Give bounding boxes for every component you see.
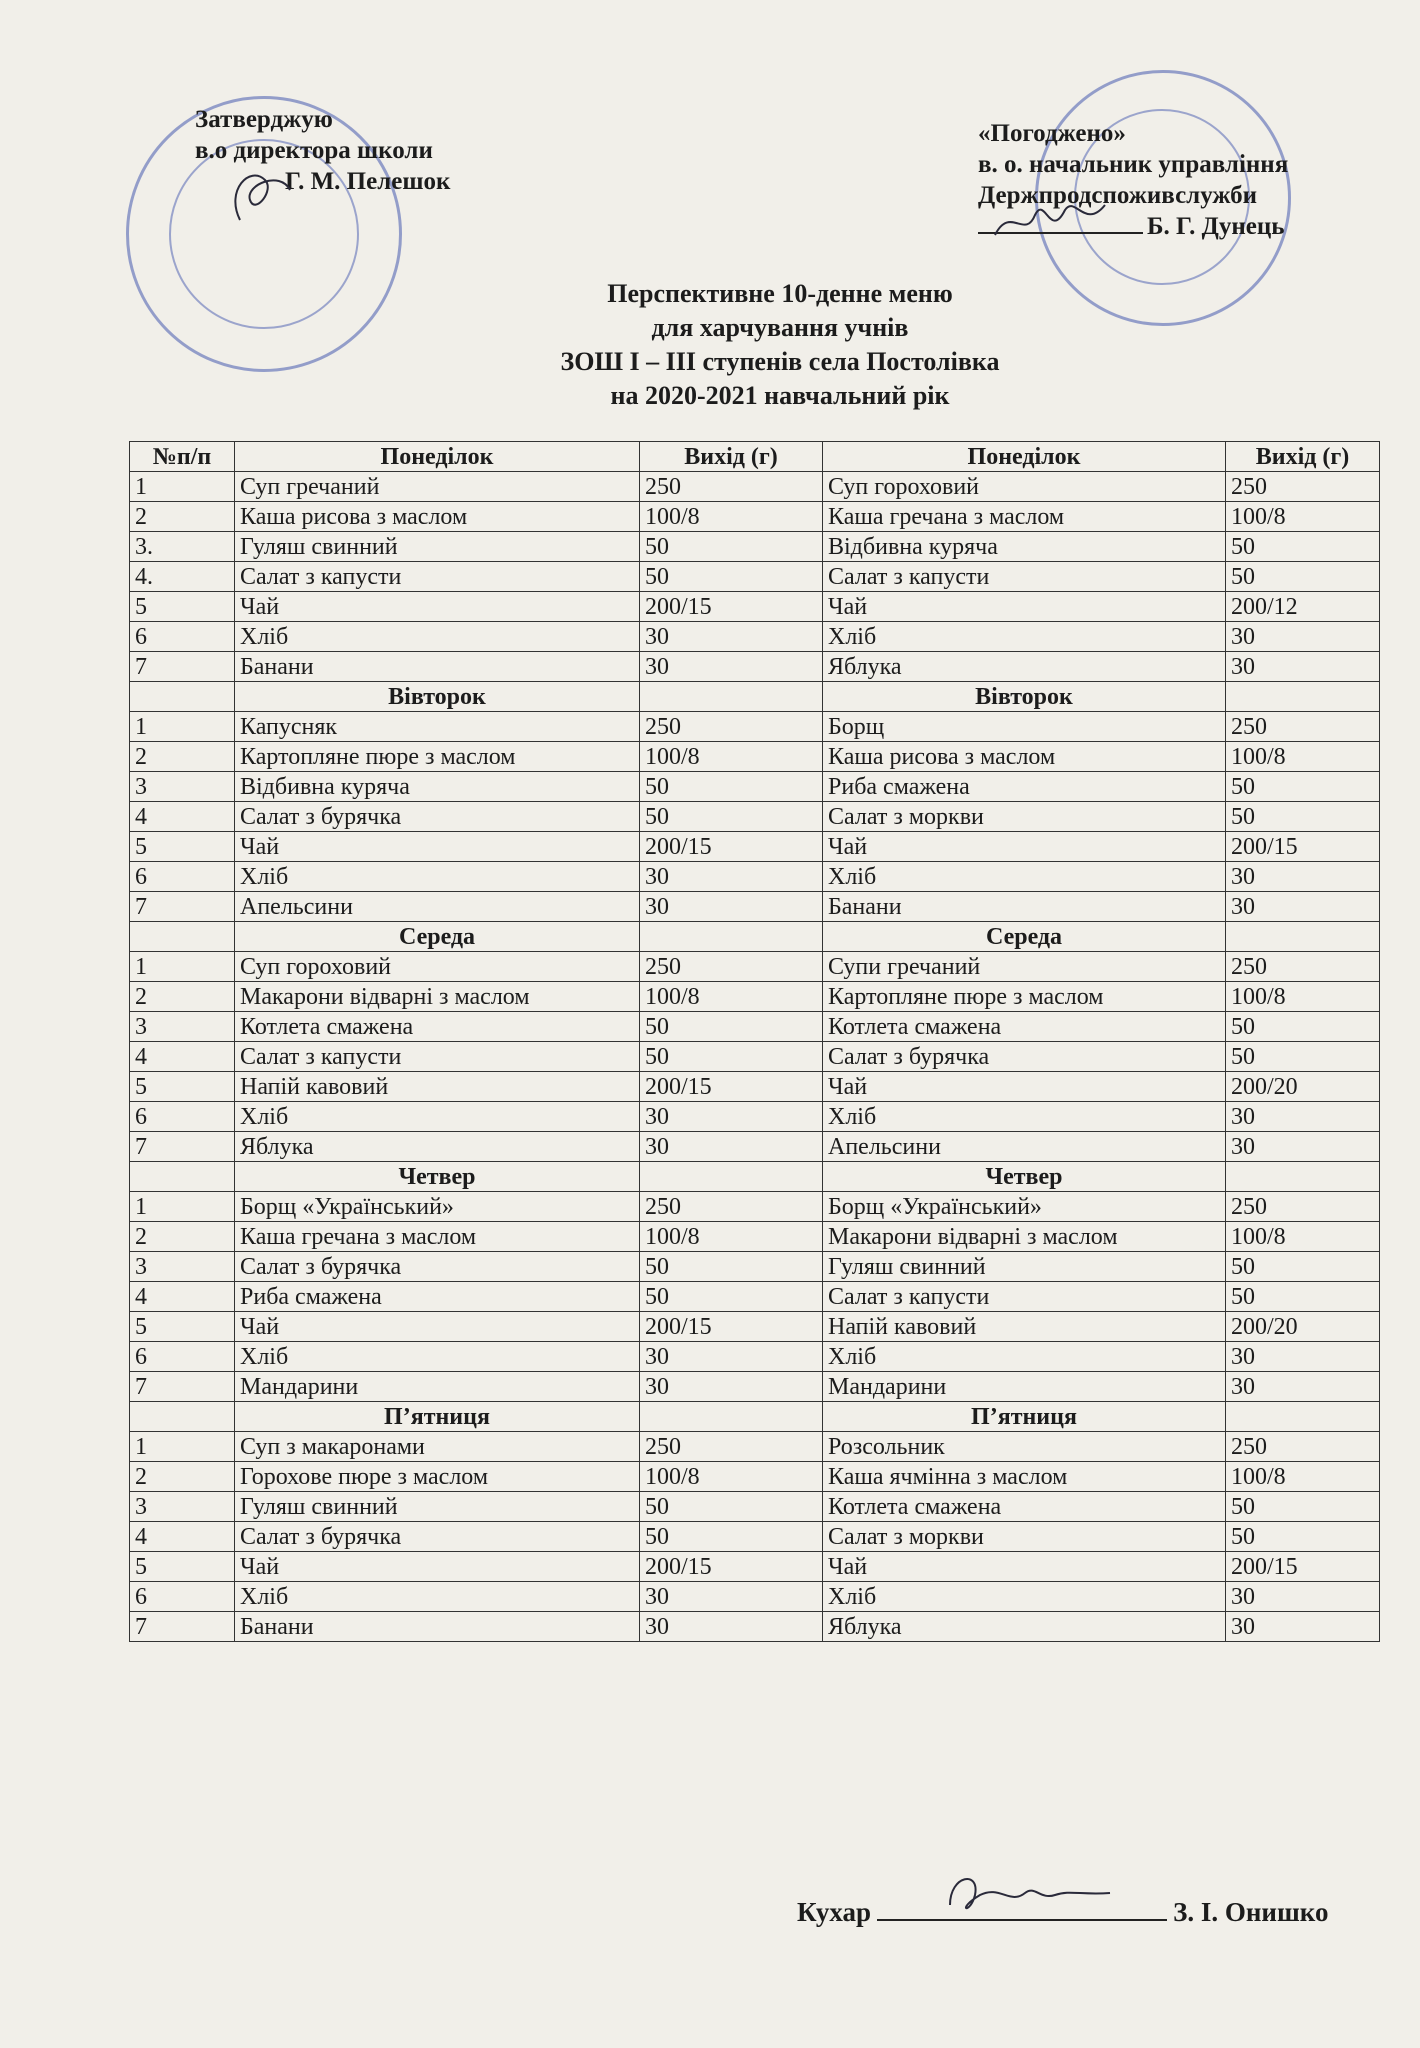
row-number: 6 — [130, 1342, 235, 1372]
empty-cell — [130, 682, 235, 712]
empty-cell — [1226, 1402, 1380, 1432]
day-name-left: П’ятниця — [235, 1402, 640, 1432]
yield-right: 250 — [1226, 1432, 1380, 1462]
dish-left: Банани — [235, 1612, 640, 1642]
dish-right: Суп гороховий — [823, 472, 1226, 502]
yield-right: 30 — [1226, 1132, 1380, 1162]
dish-left: Котлета смажена — [235, 1012, 640, 1042]
dish-left: Макарони відварні з маслом — [235, 982, 640, 1012]
dish-left: Салат з бурячка — [235, 802, 640, 832]
yield-right: 100/8 — [1226, 982, 1380, 1012]
table-row — [130, 622, 1380, 652]
yield-left: 200/15 — [640, 592, 823, 622]
cook-label: Кухар — [797, 1897, 872, 1927]
row-number: 2 — [130, 1462, 235, 1492]
dish-left: Чай — [235, 1312, 640, 1342]
yield-left: 50 — [640, 1522, 823, 1552]
dish-left: Банани — [235, 652, 640, 682]
dish-left: Яблука — [235, 1132, 640, 1162]
dish-right: Апельсини — [823, 1132, 1226, 1162]
table-row — [130, 1552, 1380, 1582]
row-number: 3. — [130, 532, 235, 562]
yield-right: 50 — [1226, 1252, 1380, 1282]
yield-left: 250 — [640, 952, 823, 982]
table-row — [130, 712, 1380, 742]
table-row — [130, 1222, 1380, 1252]
yield-right: 100/8 — [1226, 742, 1380, 772]
dish-left: Гуляш свинний — [235, 1492, 640, 1522]
row-number: 5 — [130, 1552, 235, 1582]
yield-right: 30 — [1226, 1582, 1380, 1612]
empty-cell — [1226, 1162, 1380, 1192]
row-number: 5 — [130, 592, 235, 622]
dish-right: Борщ — [823, 712, 1226, 742]
row-number: 6 — [130, 862, 235, 892]
dish-right: Чай — [823, 592, 1226, 622]
dish-left: Картопляне пюре з маслом — [235, 742, 640, 772]
yield-right: 50 — [1226, 1522, 1380, 1552]
dish-right: Розсольник — [823, 1432, 1226, 1462]
dish-right: Чай — [823, 1552, 1226, 1582]
dish-left: Мандарини — [235, 1372, 640, 1402]
dish-right: Котлета смажена — [823, 1012, 1226, 1042]
row-number: 5 — [130, 832, 235, 862]
approve-heading: Затверджую — [195, 106, 333, 133]
yield-right: 100/8 — [1226, 1222, 1380, 1252]
table-row — [130, 1192, 1380, 1222]
yield-left: 50 — [640, 1012, 823, 1042]
yield-right: 250 — [1226, 712, 1380, 742]
table-row — [130, 742, 1380, 772]
dish-right: Хліб — [823, 1102, 1226, 1132]
yield-left: 250 — [640, 712, 823, 742]
yield-right: 200/20 — [1226, 1072, 1380, 1102]
table-row — [130, 862, 1380, 892]
dish-left: Салат з капусти — [235, 562, 640, 592]
title-line-4: на 2020-2021 навчальний рік — [610, 381, 950, 410]
yield-left: 200/15 — [640, 1072, 823, 1102]
yield-left: 30 — [640, 652, 823, 682]
empty-cell — [1226, 922, 1380, 952]
table-row — [130, 652, 1380, 682]
table-row — [130, 1312, 1380, 1342]
row-number: 2 — [130, 502, 235, 532]
day-header-row — [130, 682, 1380, 712]
row-number: 7 — [130, 892, 235, 922]
yield-right: 50 — [1226, 802, 1380, 832]
row-number: 7 — [130, 1612, 235, 1642]
row-number: 3 — [130, 1492, 235, 1522]
menu-table — [129, 441, 1380, 1642]
yield-left: 100/8 — [640, 502, 823, 532]
row-number: 4 — [130, 1042, 235, 1072]
agree-name: Б. Г. Дунець — [1147, 213, 1285, 240]
dish-right: Яблука — [823, 652, 1226, 682]
dish-right: Салат з бурячка — [823, 1042, 1226, 1072]
row-number: 3 — [130, 1012, 235, 1042]
table-row — [130, 1612, 1380, 1642]
table-row — [130, 772, 1380, 802]
yield-left: 30 — [640, 1342, 823, 1372]
yield-right: 200/12 — [1226, 592, 1380, 622]
yield-right: 200/15 — [1226, 832, 1380, 862]
yield-right: 250 — [1226, 472, 1380, 502]
day-header-row — [130, 1402, 1380, 1432]
dish-left: Хліб — [235, 1102, 640, 1132]
dish-left: Гуляш свинний — [235, 532, 640, 562]
table-row — [130, 1372, 1380, 1402]
table-row — [130, 1282, 1380, 1312]
row-number: 6 — [130, 1582, 235, 1612]
row-number: 7 — [130, 1132, 235, 1162]
table-row — [130, 1432, 1380, 1462]
dish-right: Салат з моркви — [823, 1522, 1226, 1552]
yield-right: 30 — [1226, 1612, 1380, 1642]
yield-right: 100/8 — [1226, 502, 1380, 532]
day-name-left: Середа — [235, 922, 640, 952]
yield-left: 50 — [640, 802, 823, 832]
yield-right: 30 — [1226, 1102, 1380, 1132]
yield-left: 30 — [640, 622, 823, 652]
dish-left: Салат з капусти — [235, 1042, 640, 1072]
table-row — [130, 832, 1380, 862]
day-name-right: Середа — [823, 922, 1226, 952]
dish-left: Горохове пюре з маслом — [235, 1462, 640, 1492]
empty-cell — [640, 1402, 823, 1432]
dish-right: Риба смажена — [823, 772, 1226, 802]
dish-left: Суп з макаронами — [235, 1432, 640, 1462]
table-row — [130, 1072, 1380, 1102]
table-row — [130, 1042, 1380, 1072]
day-header-row — [130, 1162, 1380, 1192]
yield-right: 100/8 — [1226, 1462, 1380, 1492]
dish-left: Чай — [235, 1552, 640, 1582]
row-number: 5 — [130, 1072, 235, 1102]
row-number: 4. — [130, 562, 235, 592]
table-row — [130, 802, 1380, 832]
table-row — [130, 1132, 1380, 1162]
cook-signature-line — [797, 1897, 1328, 1928]
table-row — [130, 982, 1380, 1012]
dish-left: Каша гречана з маслом — [235, 1222, 640, 1252]
title-line-3: ЗОШ I – III ступенів села Постолівка — [560, 347, 1000, 376]
yield-right: 50 — [1226, 1042, 1380, 1072]
yield-left: 30 — [640, 1612, 823, 1642]
yield-left: 30 — [640, 862, 823, 892]
dish-right: Каша ячмінна з маслом — [823, 1462, 1226, 1492]
dish-left: Хліб — [235, 1582, 640, 1612]
approve-name: Г. М. Пелешок — [285, 168, 451, 195]
yield-right: 50 — [1226, 562, 1380, 592]
row-number: 6 — [130, 622, 235, 652]
dish-left: Апельсини — [235, 892, 640, 922]
table-row — [130, 1342, 1380, 1372]
yield-left: 100/8 — [640, 982, 823, 1012]
yield-left: 50 — [640, 562, 823, 592]
yield-left: 200/15 — [640, 1312, 823, 1342]
table-header-row — [130, 442, 1380, 472]
dish-left: Салат з бурячка — [235, 1522, 640, 1552]
dish-left: Риба смажена — [235, 1282, 640, 1312]
dish-left: Суп гречаний — [235, 472, 640, 502]
dish-right: Чай — [823, 1072, 1226, 1102]
yield-left: 50 — [640, 1282, 823, 1312]
day-name-right: П’ятниця — [823, 1402, 1226, 1432]
yield-left: 100/8 — [640, 742, 823, 772]
dish-left: Хліб — [235, 862, 640, 892]
dish-right: Хліб — [823, 862, 1226, 892]
day-name-right: Четвер — [823, 1162, 1226, 1192]
dish-left: Каша рисова з маслом — [235, 502, 640, 532]
header-day-right: Понеділок — [823, 442, 1226, 472]
yield-left: 30 — [640, 1582, 823, 1612]
dish-left: Суп гороховий — [235, 952, 640, 982]
yield-left: 100/8 — [640, 1222, 823, 1252]
dish-left: Капусняк — [235, 712, 640, 742]
yield-right: 50 — [1226, 772, 1380, 802]
empty-cell — [130, 1162, 235, 1192]
yield-right: 50 — [1226, 1282, 1380, 1312]
table-row — [130, 1252, 1380, 1282]
dish-right: Хліб — [823, 622, 1226, 652]
empty-cell — [130, 922, 235, 952]
title-line-1: Перспективне 10-денне меню — [607, 279, 953, 308]
table-row — [130, 472, 1380, 502]
menu-title — [0, 277, 1420, 413]
header-day-left: Понеділок — [235, 442, 640, 472]
yield-left: 50 — [640, 1042, 823, 1072]
yield-left: 50 — [640, 532, 823, 562]
row-number: 6 — [130, 1102, 235, 1132]
yield-right: 30 — [1226, 862, 1380, 892]
dish-left: Салат з бурячка — [235, 1252, 640, 1282]
director-signature — [220, 160, 310, 230]
dish-right: Макарони відварні з маслом — [823, 1222, 1226, 1252]
dish-right: Каша гречана з маслом — [823, 502, 1226, 532]
dish-right: Мандарини — [823, 1372, 1226, 1402]
row-number: 7 — [130, 1372, 235, 1402]
agree-heading: «Погоджено» — [978, 120, 1126, 147]
yield-right: 200/15 — [1226, 1552, 1380, 1582]
row-number: 5 — [130, 1312, 235, 1342]
table-row — [130, 1522, 1380, 1552]
agree-agency: Держпродспоживслужби — [978, 182, 1258, 209]
yield-right: 50 — [1226, 532, 1380, 562]
title-line-2: для харчування учнів — [651, 313, 909, 342]
yield-right: 30 — [1226, 892, 1380, 922]
table-row — [130, 952, 1380, 982]
yield-left: 30 — [640, 1132, 823, 1162]
table-row — [130, 562, 1380, 592]
dish-right: Хліб — [823, 1582, 1226, 1612]
row-number: 1 — [130, 1192, 235, 1222]
table-row — [130, 1492, 1380, 1522]
yield-left: 50 — [640, 1252, 823, 1282]
approve-position: в.о директора школи — [195, 137, 433, 164]
cook-sign-line — [877, 1919, 1167, 1921]
day-name-left: Четвер — [235, 1162, 640, 1192]
dish-right: Супи гречаний — [823, 952, 1226, 982]
table-row — [130, 1462, 1380, 1492]
dish-right: Напій кавовий — [823, 1312, 1226, 1342]
yield-left: 200/15 — [640, 832, 823, 862]
dish-left: Чай — [235, 592, 640, 622]
yield-left: 50 — [640, 1492, 823, 1522]
yield-right: 30 — [1226, 622, 1380, 652]
row-number: 2 — [130, 982, 235, 1012]
dish-right: Гуляш свинний — [823, 1252, 1226, 1282]
day-header-row — [130, 922, 1380, 952]
dish-right: Котлета смажена — [823, 1492, 1226, 1522]
table-row — [130, 532, 1380, 562]
dish-right: Хліб — [823, 1342, 1226, 1372]
header-yield-right: Вихід (г) — [1226, 442, 1380, 472]
table-row — [130, 1582, 1380, 1612]
dish-right: Картопляне пюре з маслом — [823, 982, 1226, 1012]
yield-left: 250 — [640, 472, 823, 502]
empty-cell — [130, 1402, 235, 1432]
yield-left: 50 — [640, 772, 823, 802]
dish-left: Відбивна куряча — [235, 772, 640, 802]
row-number: 3 — [130, 1252, 235, 1282]
dish-right: Салат з капусти — [823, 1282, 1226, 1312]
yield-left: 100/8 — [640, 1462, 823, 1492]
dish-right: Чай — [823, 832, 1226, 862]
agree-position: в. о. начальник управління — [978, 151, 1289, 178]
dish-right: Банани — [823, 892, 1226, 922]
header-yield-left: Вихід (г) — [640, 442, 823, 472]
table-row — [130, 592, 1380, 622]
yield-right: 50 — [1226, 1012, 1380, 1042]
row-number: 2 — [130, 1222, 235, 1252]
row-number: 7 — [130, 652, 235, 682]
cook-name: З. І. Онишко — [1173, 1897, 1329, 1927]
yield-left: 250 — [640, 1432, 823, 1462]
yield-left: 30 — [640, 892, 823, 922]
row-number: 1 — [130, 472, 235, 502]
header-number: №п/п — [130, 442, 235, 472]
dish-left: Напій кавовий — [235, 1072, 640, 1102]
row-number: 4 — [130, 802, 235, 832]
dish-left: Хліб — [235, 622, 640, 652]
row-number: 3 — [130, 772, 235, 802]
dish-right: Борщ «Український» — [823, 1192, 1226, 1222]
row-number: 1 — [130, 952, 235, 982]
table-row — [130, 1012, 1380, 1042]
row-number: 4 — [130, 1522, 235, 1552]
row-number: 4 — [130, 1282, 235, 1312]
yield-left: 250 — [640, 1192, 823, 1222]
empty-cell — [640, 922, 823, 952]
table-row — [130, 1102, 1380, 1132]
yield-left: 200/15 — [640, 1552, 823, 1582]
table-row — [130, 892, 1380, 922]
yield-right: 250 — [1226, 952, 1380, 982]
yield-right: 30 — [1226, 1342, 1380, 1372]
dish-left: Хліб — [235, 1342, 640, 1372]
row-number: 2 — [130, 742, 235, 772]
yield-right: 30 — [1226, 1372, 1380, 1402]
dish-right: Салат з моркви — [823, 802, 1226, 832]
yield-right: 250 — [1226, 1192, 1380, 1222]
row-number: 1 — [130, 712, 235, 742]
empty-cell — [640, 1162, 823, 1192]
table-row — [130, 502, 1380, 532]
empty-cell — [1226, 682, 1380, 712]
yield-right: 50 — [1226, 1492, 1380, 1522]
yield-left: 30 — [640, 1372, 823, 1402]
yield-right: 30 — [1226, 652, 1380, 682]
yield-left: 30 — [640, 1102, 823, 1132]
dish-right: Салат з капусти — [823, 562, 1226, 592]
dish-right: Каша рисова з маслом — [823, 742, 1226, 772]
yield-right: 200/20 — [1226, 1312, 1380, 1342]
day-name-left: Вівторок — [235, 682, 640, 712]
dish-left: Борщ «Український» — [235, 1192, 640, 1222]
empty-cell — [640, 682, 823, 712]
agency-signature — [990, 195, 1110, 245]
dish-right: Яблука — [823, 1612, 1226, 1642]
row-number: 1 — [130, 1432, 235, 1462]
day-name-right: Вівторок — [823, 682, 1226, 712]
dish-left: Чай — [235, 832, 640, 862]
dish-right: Відбивна куряча — [823, 532, 1226, 562]
